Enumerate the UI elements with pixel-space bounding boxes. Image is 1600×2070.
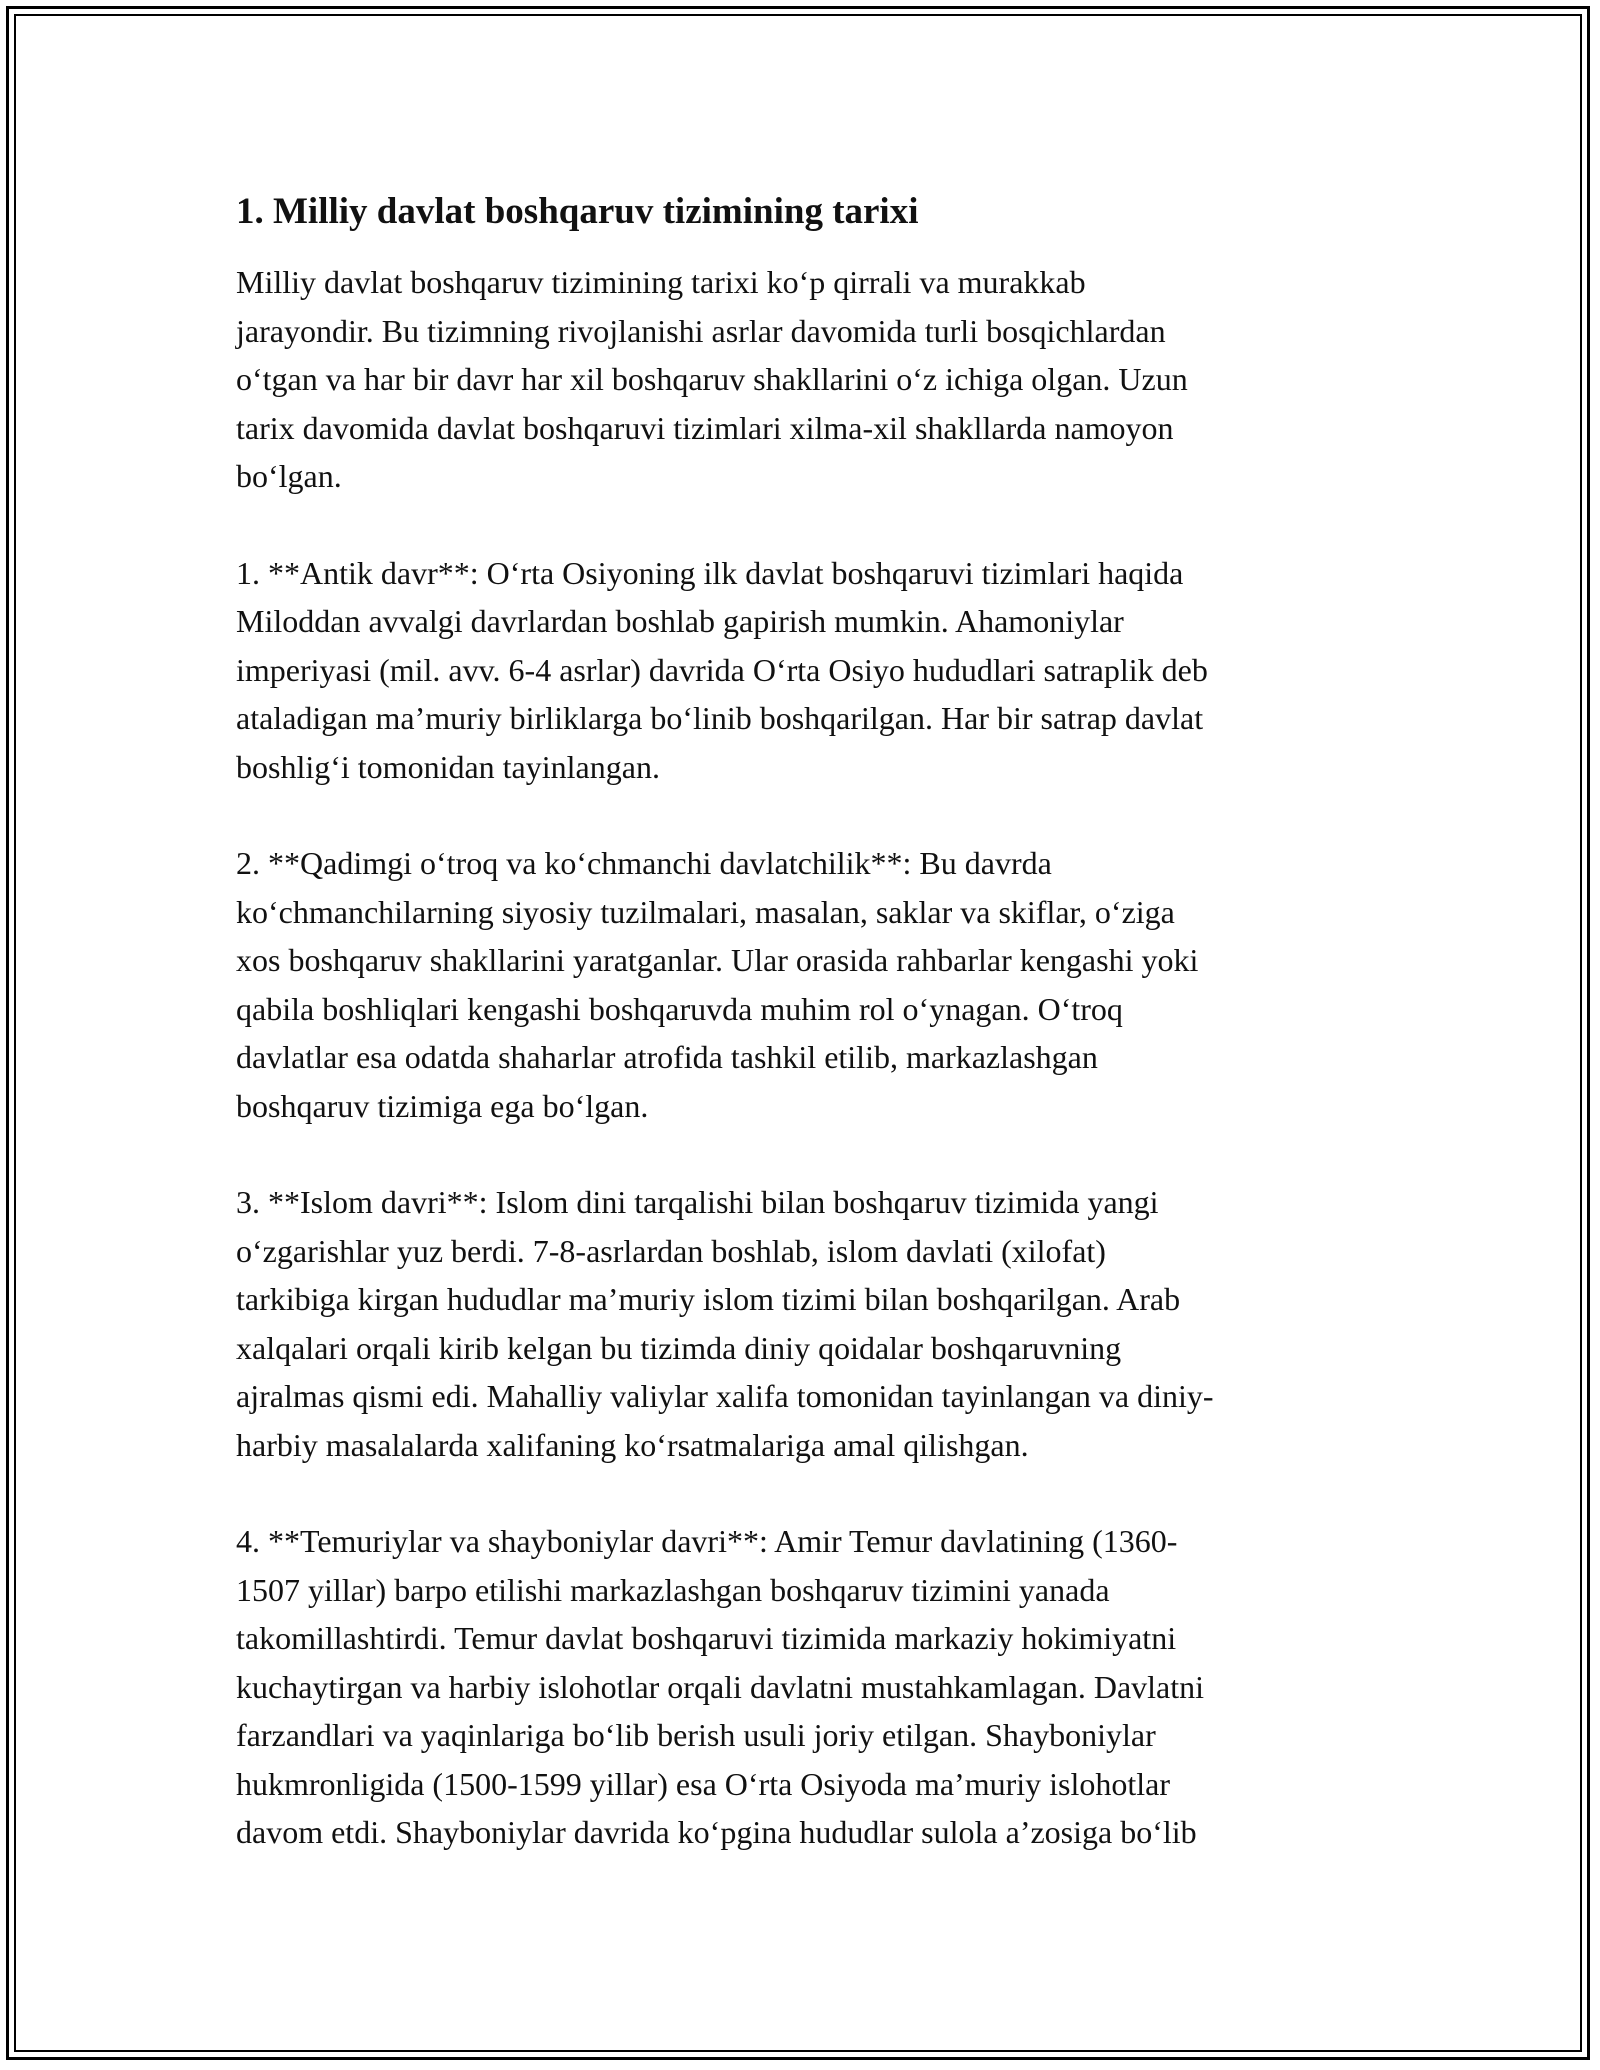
islom-davri-paragraph: 3. **Islom davri**: Islom dini tarqalishi bilan boshqaruv tizimida yangi o‘zgarishlar yuz berdi. 7-8-asrlardan boshlab, islom davlati (xilofat) tarkibiga kirgan hududlar ma’muriy islom tizimi bilan boshqarilgan. Arab xalqalari orqali kirib kelgan bu tizimda diniy qoidalar boshqaruvning ajralmas qismi edi. Mahalliy valiylar xalifa tomonidan tayinlangan va diniy- harbiy masalalarda xalifaning ko‘rsatmalariga amal qilishgan. [236,1184,1214,1463]
document-body [236,188,1361,1905]
qadimgi-davlatchilik-paragraph: 2. **Qadimgi o‘troq va ko‘chmanchi davlatchilik**: Bu davrda ko‘chmanchilarning siyosiy tuzilmalari, masalan, saklar va skiflar, o‘ziga xos boshqaruv shakllarini yaratganlar. Ular orasida rahbarlar kengashi yoki qabila boshliqlari kengashi boshqaruvda muhim rol o‘ynagan. O‘troq davlatlar esa odatda shaharlar atrofida tashkil etilib, markazlashgan boshqaruv tizimiga ega bo‘lgan. [236,845,1199,1124]
temuriylar-davri-paragraph: 4. **Temuriylar va shayboniylar davri**: Amir Temur davlatining (1360- 1507 yillar) barpo etilishi markazlashgan boshqaruv tizimini yanada takomillashtirdi. Temur davlat boshqaruvi tizimida markaziy hokimiyatni kuchaytirgan va harbiy islohotlar orqali davlatni mustahkamlagan. Davlatni farzandlari va yaqinlariga bo‘lib berish usuli joriy etilgan. Shayboniylar hukmronligida (1500-1599 yillar) esa O‘rta Osiyoda ma’muriy islohotlar davom etdi. Shayboniylar davrida ko‘pgina hududlar sulola a’zosiga bo‘lib [236,1523,1205,1850]
antik-davr-paragraph: 1. **Antik davr**: O‘rta Osiyoning ilk davlat boshqaruvi tizimlari haqida Miloddan avvalgi davrlardan boshlab gapirish mumkin. Ahamoniylar imperiyasi (mil. avv. 6-4 asrlar) davrida O‘rta Osiyo hududlari satraplik deb ataladigan ma’muriy birliklarga bo‘linib boshqarilgan. Har bir satrap davlat boshlig‘i tomonidan tayinlangan. [236,554,1208,785]
intro-paragraph: Milliy davlat boshqaruv tizimining tarixi ko‘p qirrali va murakkab jarayondir. Bu tizimning rivojlanishi asrlar davomida turli bosqichlardan o‘tgan va har bir davr har xil boshqaruv shakllarini o‘z ichiga olgan. Uzun tarix davomida davlat boshqaruvi tizimlari xilma-xil shakllarda namoyon bo‘lgan. [236,264,1188,494]
page-title: 1. Milliy davlat boshqaruv tizimining tarixi [236,191,919,232]
